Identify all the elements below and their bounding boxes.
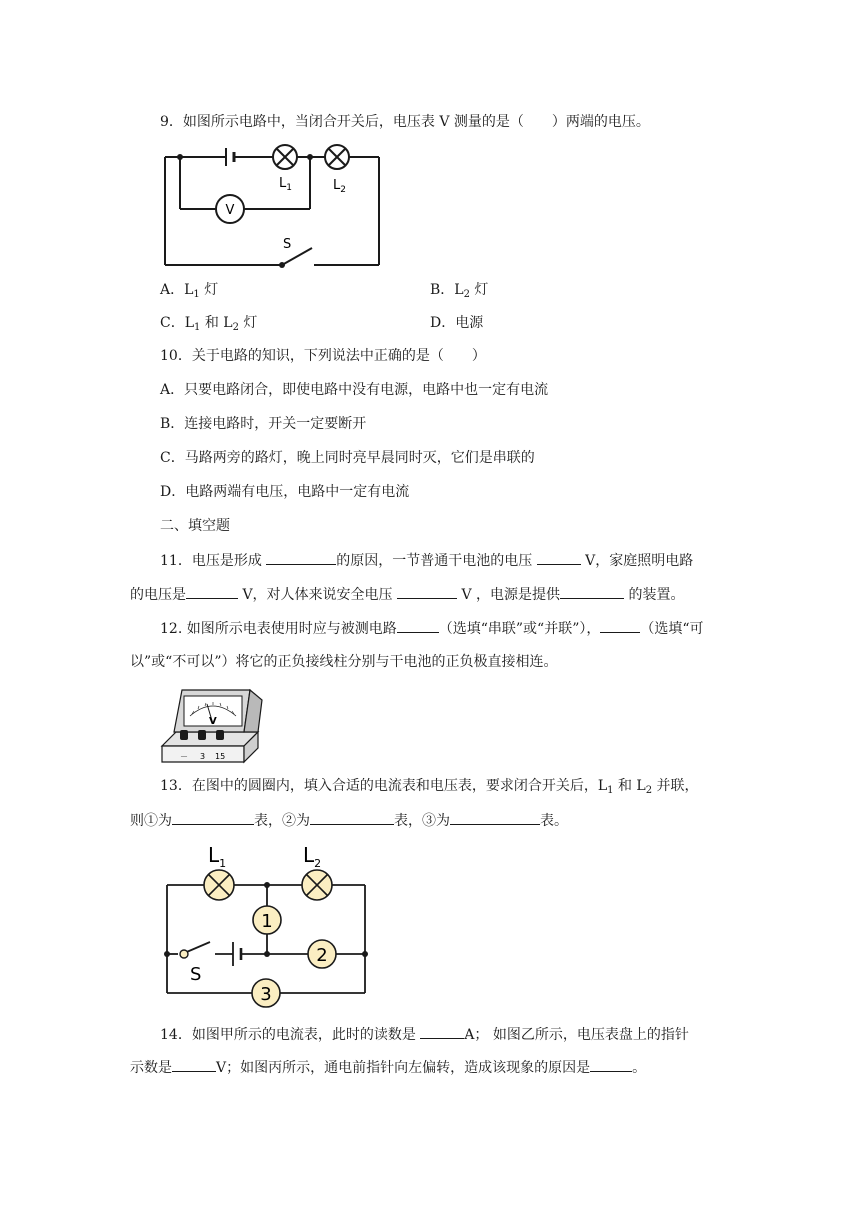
q14-blank-3[interactable] bbox=[590, 1057, 632, 1072]
q12-blank-1[interactable] bbox=[397, 618, 439, 633]
terminal-3-icon bbox=[198, 730, 206, 740]
q12-voltmeter-figure bbox=[160, 684, 270, 766]
q13-line-2: 则①为 表，②为 表，③为 表。 bbox=[130, 810, 568, 831]
svg-text:L2: $L_2$ bbox=[333, 178, 346, 195]
switch-pivot bbox=[180, 950, 188, 958]
q13-circuit-diagram bbox=[160, 838, 375, 1010]
q9-option-b[interactable]: B．$L_2$ 灯 bbox=[430, 282, 489, 300]
svg-text:3: 3 bbox=[200, 752, 206, 761]
terminal-neg-icon bbox=[180, 730, 188, 740]
svg-text:－: － bbox=[180, 752, 188, 761]
q12-line-2: 以”或“不可以”）将它的正负接线柱分别与干电池的正负极直接相连。 bbox=[130, 654, 558, 670]
svg-text:S: S bbox=[283, 237, 292, 252]
q9-option-c[interactable]: C．$L_1$ 和 $L_2$ 灯 bbox=[160, 315, 258, 333]
svg-text:L1: $L_1$ bbox=[208, 843, 227, 870]
q13-line-1: 13．在图中的圆圈内，填入合适的电流表和电压表，要求闭合开关后，$L_1$ 和 $L_2$ 并联， bbox=[160, 778, 699, 796]
q9-option-a[interactable]: A．$L_1$ 灯 bbox=[160, 282, 219, 300]
q11-line-1: 11．电压是形成 的原因，一节普通干电池的电压 V，家庭照明电路 bbox=[160, 550, 693, 571]
q14-line-2: 示数是 V；如图丙所示，通电前指针向左偏转，造成该现象的原因是 。 bbox=[130, 1057, 646, 1078]
q13-blank-2[interactable] bbox=[310, 810, 394, 825]
svg-text:S: S bbox=[190, 964, 202, 985]
svg-text:2: 2 bbox=[316, 945, 328, 966]
q11-blank-2[interactable] bbox=[537, 550, 581, 565]
q13-blank-1[interactable] bbox=[172, 810, 254, 825]
q9-option-d[interactable]: D．电源 bbox=[430, 315, 484, 331]
terminal-15-icon bbox=[216, 730, 224, 740]
q12-line-1: 12. 如图所示电表使用时应与被测电路 （选填“串联”或“并联”）， （选填“可 bbox=[160, 618, 704, 639]
q14-line-1: 14．如图甲所示的电流表，此时的读数是 A； 如图乙所示，电压表盘上的指针 bbox=[160, 1024, 689, 1045]
q11-blank-5[interactable] bbox=[560, 584, 624, 599]
svg-text:L2: $L_2$ bbox=[303, 843, 322, 870]
q9-stem: 9．如图所示电路中，当闭合开关后，电压表 V 测量的是（ ）两端的电压。 bbox=[160, 114, 650, 130]
q10-option-c[interactable]: C．马路两旁的路灯，晚上同时亮早晨同时灭，它们是串联的 bbox=[160, 450, 535, 466]
q11-blank-4[interactable] bbox=[397, 584, 457, 599]
svg-text:3: 3 bbox=[260, 984, 272, 1005]
q10-stem: 10．关于电路的知识，下列说法中正确的是（ ） bbox=[160, 348, 486, 364]
q13-blank-3[interactable] bbox=[450, 810, 540, 825]
lamp-l1-icon bbox=[204, 870, 234, 900]
svg-text:15: 15 bbox=[215, 752, 226, 761]
q14-blank-1[interactable] bbox=[420, 1024, 464, 1039]
lamp-l2-icon bbox=[302, 870, 332, 900]
q11-line-2: 的电压是 V，对人体来说安全电压 V ，电源是提供 的装置。 bbox=[130, 584, 684, 605]
section-fill-in-heading: 二、填空题 bbox=[160, 518, 230, 534]
svg-text:V: V bbox=[225, 203, 235, 218]
q10-option-d[interactable]: D．电路两端有电压，电路中一定有电流 bbox=[160, 484, 410, 500]
q10-option-b[interactable]: B．连接电路时，开关一定要断开 bbox=[160, 416, 367, 432]
svg-text:1: 1 bbox=[261, 911, 273, 932]
q14-blank-2[interactable] bbox=[172, 1057, 216, 1072]
q11-blank-1[interactable] bbox=[266, 550, 336, 565]
q12-blank-2[interactable] bbox=[600, 618, 640, 633]
q10-option-a[interactable]: A．只要电路闭合，即使电路中没有电源，电路中也一定有电流 bbox=[160, 382, 549, 398]
q9-circuit-diagram bbox=[160, 140, 385, 272]
q11-blank-3[interactable] bbox=[186, 584, 238, 599]
svg-text:V: V bbox=[209, 716, 217, 727]
svg-text:L1: $L_1$ bbox=[279, 176, 292, 193]
